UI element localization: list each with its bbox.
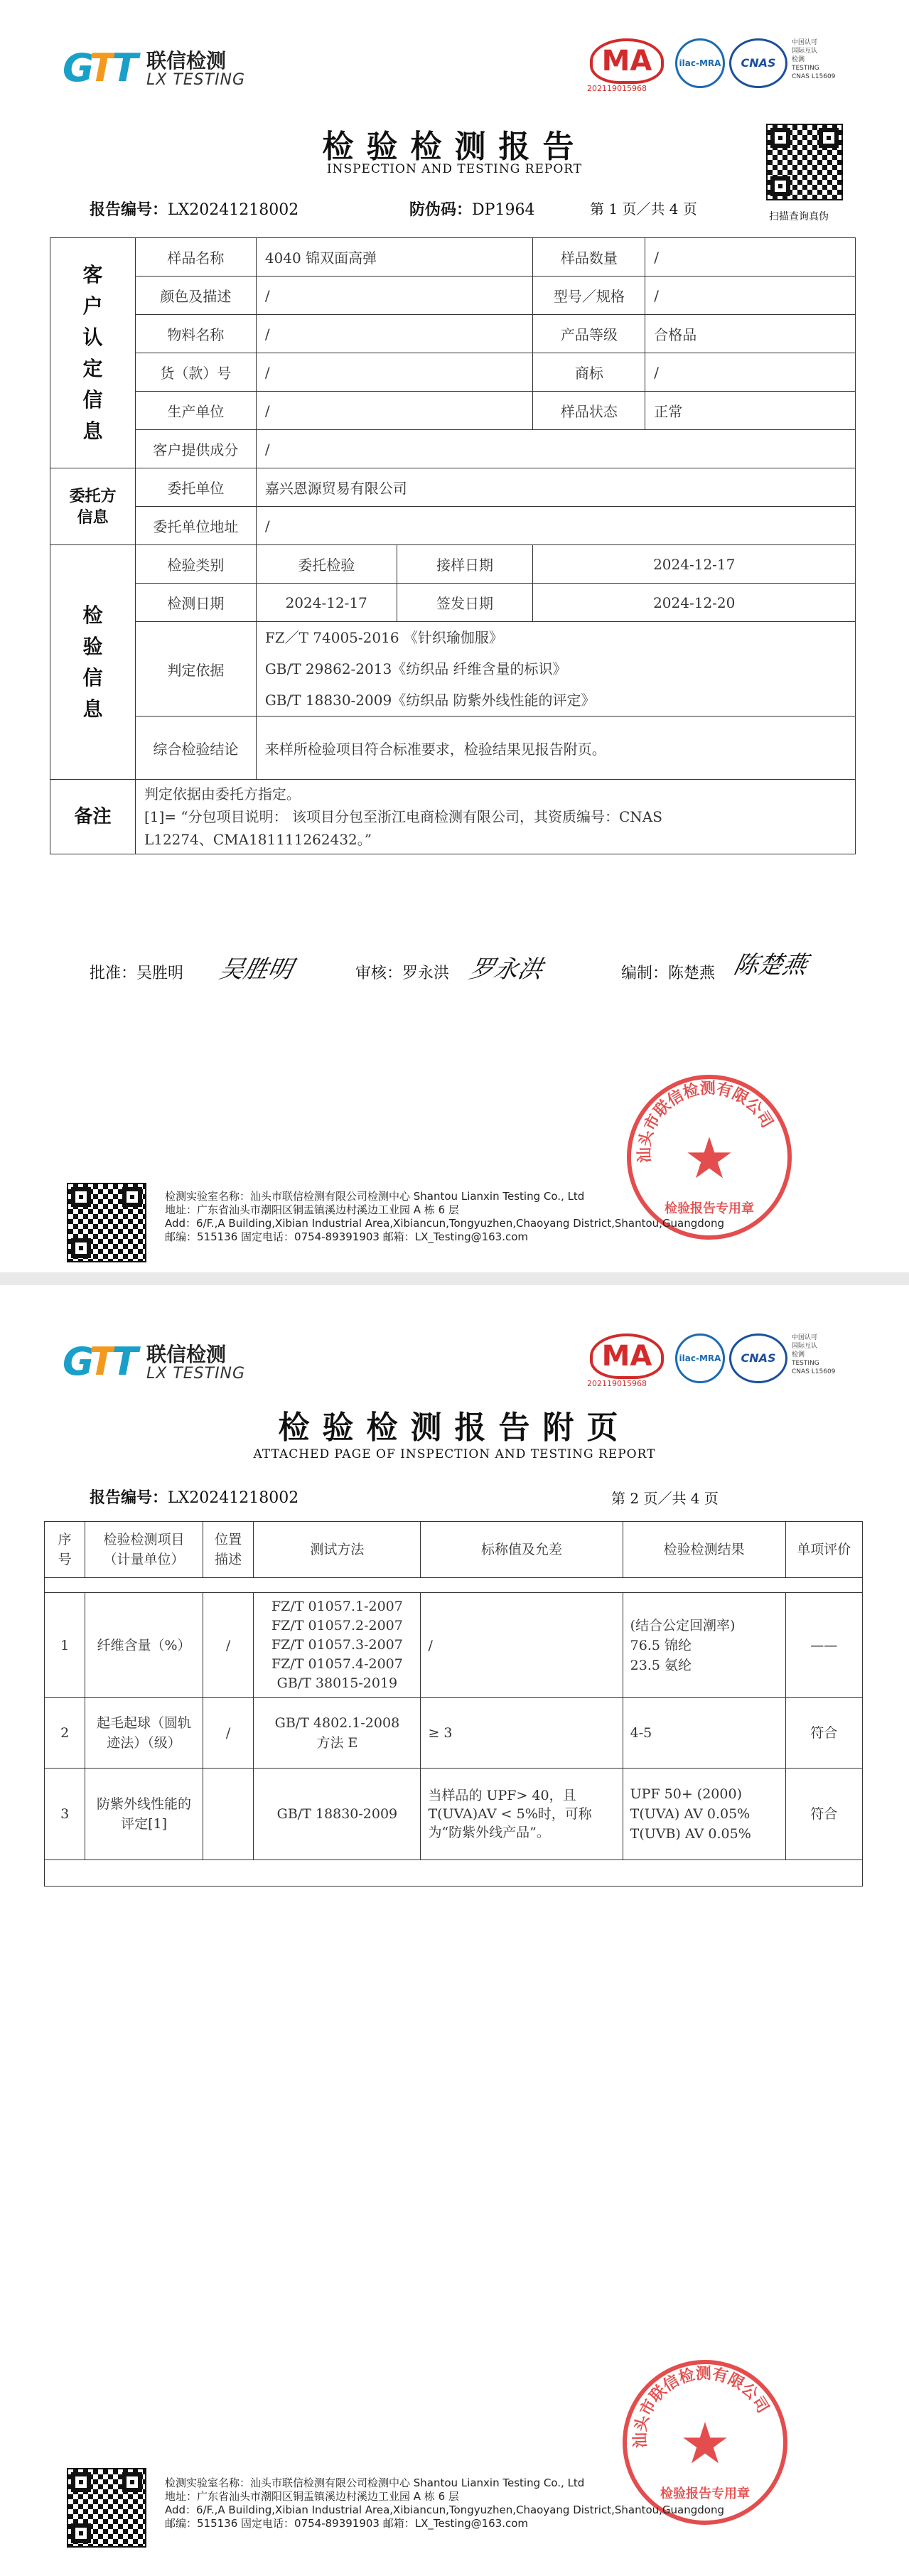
basis-line: GB/T 29862-2013《纺织品 纤维含量的标识》: [264, 660, 567, 677]
cell-pos: /: [203, 1593, 254, 1698]
anti-fake-code: 防伪码：DP1964: [409, 200, 535, 219]
value-inspect-type: 委托检验: [256, 545, 397, 584]
page-subtitle: INSPECTION AND TESTING REPORT: [326, 162, 583, 176]
label-basis: 判定依据: [135, 622, 256, 717]
value-brand: /: [645, 353, 856, 392]
cell-item: 防紫外线性能的评定[1]: [85, 1769, 203, 1860]
page-counter: 第 2 页／共 4 页: [611, 1490, 719, 1507]
seal-bottom-text: 检验报告专用章: [665, 1201, 754, 1216]
logo-en: LX TESTING: [146, 71, 246, 89]
col-header: 单项评价: [785, 1522, 862, 1578]
col-header: 位置描述: [203, 1522, 254, 1578]
label-item-no: 货（款）号: [135, 353, 256, 392]
label-test-date: 检测日期: [135, 584, 256, 622]
table-row: [50, 430, 856, 468]
cell-eval: ——: [785, 1593, 862, 1698]
cell-result: 4-5: [623, 1698, 785, 1769]
approver: 批准：吴胜明: [90, 965, 184, 982]
label-entrust-address: 委托单位地址: [135, 507, 256, 545]
value-producer: /: [256, 392, 533, 430]
table-row: [50, 584, 856, 622]
logo-mark-icon: GTT: [63, 1339, 134, 1384]
report-number: 报告编号：LX20241218002: [90, 200, 299, 219]
page-subtitle: ATTACHED PAGE OF INSPECTION AND TESTING REPORT: [253, 1447, 656, 1461]
label-grade: 产品等级: [533, 315, 645, 353]
value-model: /: [645, 277, 856, 315]
col-header: 检验检测结果: [623, 1522, 785, 1578]
table-row: [45, 1593, 863, 1698]
basis-line: FZ／T 74005-2016 《针织瑜伽服》: [264, 629, 503, 646]
cell-no: 3: [45, 1769, 85, 1860]
cma-mark-icon: MA: [590, 1333, 664, 1379]
label-composition: 客户提供成分: [135, 430, 256, 468]
footer-line: Add：6/F.,A Building,Xibian Industrial Area,Xibiancun,Tongyuzhen,Chaoyang District,Shantou,Guangdong: [165, 1217, 724, 1230]
table-row: [50, 468, 856, 507]
table-row: [50, 392, 856, 430]
cell-eval: 符合: [785, 1698, 862, 1769]
label-brand: 商标: [533, 353, 645, 392]
logo-cn: 联信检测: [146, 49, 227, 73]
svg-text:汕头市联信检测有限公司: 汕头市联信检测有限公司: [630, 2364, 773, 2449]
cell-result: (结合公定回潮率) 76.5 锦纶 23.5 氨纶: [623, 1593, 785, 1698]
section-entrust: 委托方信息: [50, 468, 136, 545]
cnas-mark-icon: CNAS: [729, 38, 787, 88]
section-inspect: 检验信息: [50, 545, 136, 780]
value-issue-date: 2024-12-20: [533, 584, 856, 622]
footer-line: Add：6/F.,A Building,Xibian Industrial Area,Xibiancun,Tongyuzhen,Chaoyang District,Shantou,Guangdong: [165, 2503, 724, 2516]
label-sample-qty: 样品数量: [533, 238, 645, 277]
value-conclusion: 来样所检验项目符合标准要求，检验结果见报告附页。: [256, 717, 855, 780]
table-spacer-row: [45, 1578, 863, 1593]
value-composition: /: [256, 430, 855, 468]
label-sample-name: 样品名称: [135, 238, 256, 277]
footer-line: 地址：广东省汕头市潮阳区铜盂镇溪边村溪边工业园 A 栋 6 层: [165, 2490, 459, 2503]
reviewer-signature: 罗永洪: [467, 955, 546, 984]
label-inspect-type: 检验类别: [135, 545, 256, 584]
section-client-info: 客户认定信息: [50, 238, 136, 468]
report-main-table: [50, 237, 856, 854]
footer-line: 地址：广东省汕头市潮阳区铜盂镇溪边村溪边工业园 A 栋 6 层: [165, 1203, 459, 1216]
cnas-mark-icon: CNAS: [729, 1333, 787, 1383]
cell-method: GB/T 4802.1-2008 方法 E: [254, 1698, 421, 1769]
cell-pos: /: [203, 1698, 254, 1769]
label-producer: 生产单位: [135, 392, 256, 430]
value-sample-name: 4040 锦双面高弹: [256, 238, 533, 277]
remark-line: 判定依据由委托方指定。: [144, 785, 301, 803]
cell-pos: [203, 1769, 254, 1860]
cell-method: GB/T 18830-2009: [254, 1769, 421, 1860]
col-header: 标称值及允差: [421, 1522, 623, 1578]
table-row: [45, 1769, 863, 1860]
value-entrust-address: /: [256, 507, 855, 545]
label-state: 样品状态: [533, 392, 645, 430]
cert-marks: [587, 1329, 860, 1393]
cell-eval: 符合: [785, 1769, 862, 1860]
section-remark: 备注: [50, 780, 136, 854]
value-test-date: 2024-12-17: [256, 584, 397, 622]
footer-info: [165, 2476, 724, 2531]
value-entrust-unit: 嘉兴恩源贸易有限公司: [256, 468, 855, 507]
value-grade: 合格品: [645, 315, 856, 353]
value-item-no: /: [256, 353, 533, 392]
footer-line: 检测实验室名称：汕头市联信检测有限公司检测中心 Shantou Lianxin Testing Co., Ltd: [165, 1190, 585, 1203]
svg-text:汕头市联信检测有限公司: 汕头市联信检测有限公司: [635, 1079, 777, 1164]
value-state: 正常: [645, 392, 856, 430]
table-row: [50, 353, 856, 392]
cell-no: 1: [45, 1593, 85, 1698]
cma-number: 202119015968: [587, 84, 647, 93]
qr-caption: 扫描查询真伪: [769, 211, 829, 222]
value-basis: [256, 622, 855, 717]
cell-item: 起毛起球（圆轨迹法）（级）: [85, 1698, 203, 1769]
col-header: 检验检测项目（计量单位）: [85, 1522, 203, 1578]
label-material: 物料名称: [135, 315, 256, 353]
value-remark: [135, 780, 855, 854]
label-issue-date: 签发日期: [397, 584, 533, 622]
report-number: 报告编号：LX20241218002: [90, 1488, 299, 1507]
footer-line: 检测实验室名称：汕头市联信检测有限公司检测中心 Shantou Lianxin Testing Co., Ltd: [165, 2476, 585, 2489]
seal-star-icon: ★: [684, 1125, 735, 1191]
basis-line: GB/T 18830-2009《纺织品 防紫外线性能的评定》: [264, 692, 596, 709]
label-receive-date: 接样日期: [397, 545, 533, 584]
page-title: 检验检测报告附页: [278, 1410, 631, 1446]
report-page-1: [0, 0, 909, 1272]
cell-nominal: ≥ 3: [421, 1698, 623, 1769]
table-row: [50, 622, 856, 717]
table-row: [50, 717, 856, 780]
results-table: [44, 1521, 863, 1887]
table-row: [50, 277, 856, 315]
ilac-mark-icon: ilac-MRA: [675, 1333, 725, 1383]
logo-cn: 联信检测: [146, 1343, 227, 1366]
seal-bottom-text: 检验报告专用章: [660, 2486, 750, 2501]
cnas-small-text: 中国认可 国际互认 检测 TESTING CNAS L15609: [792, 1334, 836, 1375]
footer-qr-code-icon[interactable]: [67, 2468, 146, 2548]
cell-nominal: /: [421, 1593, 623, 1698]
approver-signature: 吴胜明: [217, 955, 296, 984]
label-color: 颜色及描述: [135, 277, 256, 315]
cell-nominal: 当样品的 UPF> 40，且 T(UVA)AV < 5%时，可称为“防紫外线产品”。: [421, 1769, 623, 1860]
compiler: 编制：陈楚燕: [621, 965, 716, 982]
table-row: [45, 1698, 863, 1769]
cell-result: UPF 50+ (2000) T(UVA) AV 0.05% T(UVB) AV 0.05%: [623, 1769, 785, 1860]
value-color: /: [256, 277, 533, 315]
label-model: 型号／规格: [533, 277, 645, 315]
cnas-small-text: 中国认可 国际互认 检测 TESTING CNAS L15609: [792, 39, 836, 80]
seal-star-icon: ★: [679, 2410, 731, 2476]
cell-method: FZ/T 01057.1-2007 FZ/T 01057.2-2007 FZ/T 01057.3-2007 FZ/T 01057.4-2007 GB/T 38015-2019: [254, 1593, 421, 1698]
ilac-mark-icon: ilac-MRA: [675, 38, 725, 88]
value-receive-date: 2024-12-17: [533, 545, 856, 584]
table-row: [50, 238, 856, 277]
value-sample-qty: /: [645, 238, 856, 277]
col-header: 序号: [45, 1522, 85, 1578]
logo-en: LX TESTING: [146, 1365, 246, 1383]
label-entrust-unit: 委托单位: [135, 468, 256, 507]
table-row: [50, 780, 856, 854]
table-row: [50, 545, 856, 584]
table-row: [50, 507, 856, 545]
table-header-row: [45, 1522, 863, 1578]
table-row: [50, 315, 856, 353]
footer-line: 邮编：515136 固定电话：0754-89391903 邮箱：LX_Testing@163.com: [165, 2517, 529, 2530]
remark-line: L12274、CMA181111262432。”: [144, 831, 372, 848]
cma-number: 202119015968: [587, 1379, 647, 1388]
footer-line: 邮编：515136 固定电话：0754-89391903 邮箱：LX_Testing@163.com: [165, 1230, 529, 1243]
label-conclusion: 综合检验结论: [135, 717, 256, 780]
footer-qr-code-icon[interactable]: [67, 1183, 146, 1262]
cert-marks: [587, 34, 860, 98]
qr-code-icon[interactable]: [766, 124, 843, 200]
cell-item: 纤维含量（%）: [85, 1593, 203, 1698]
footer-info: [165, 1190, 724, 1244]
reviewer: 审核：罗永洪: [355, 965, 450, 982]
col-header: 测试方法: [254, 1522, 421, 1578]
cma-mark-icon: MA: [590, 38, 664, 84]
table-spacer-row: [45, 1860, 863, 1887]
compiler-signature: 陈楚燕: [731, 951, 810, 980]
value-material: /: [256, 315, 533, 353]
cell-no: 2: [45, 1698, 85, 1769]
logo-mark-icon: GTT: [63, 45, 134, 90]
remark-line: [1]= “分包项目说明： 该项目分包至浙江电商检测有限公司，其资质编号：CNAS: [144, 808, 662, 825]
page-title: 检验检测报告: [322, 129, 587, 165]
report-page-2: [0, 1285, 909, 2576]
page-counter: 第 1 页／共 4 页: [590, 200, 697, 218]
